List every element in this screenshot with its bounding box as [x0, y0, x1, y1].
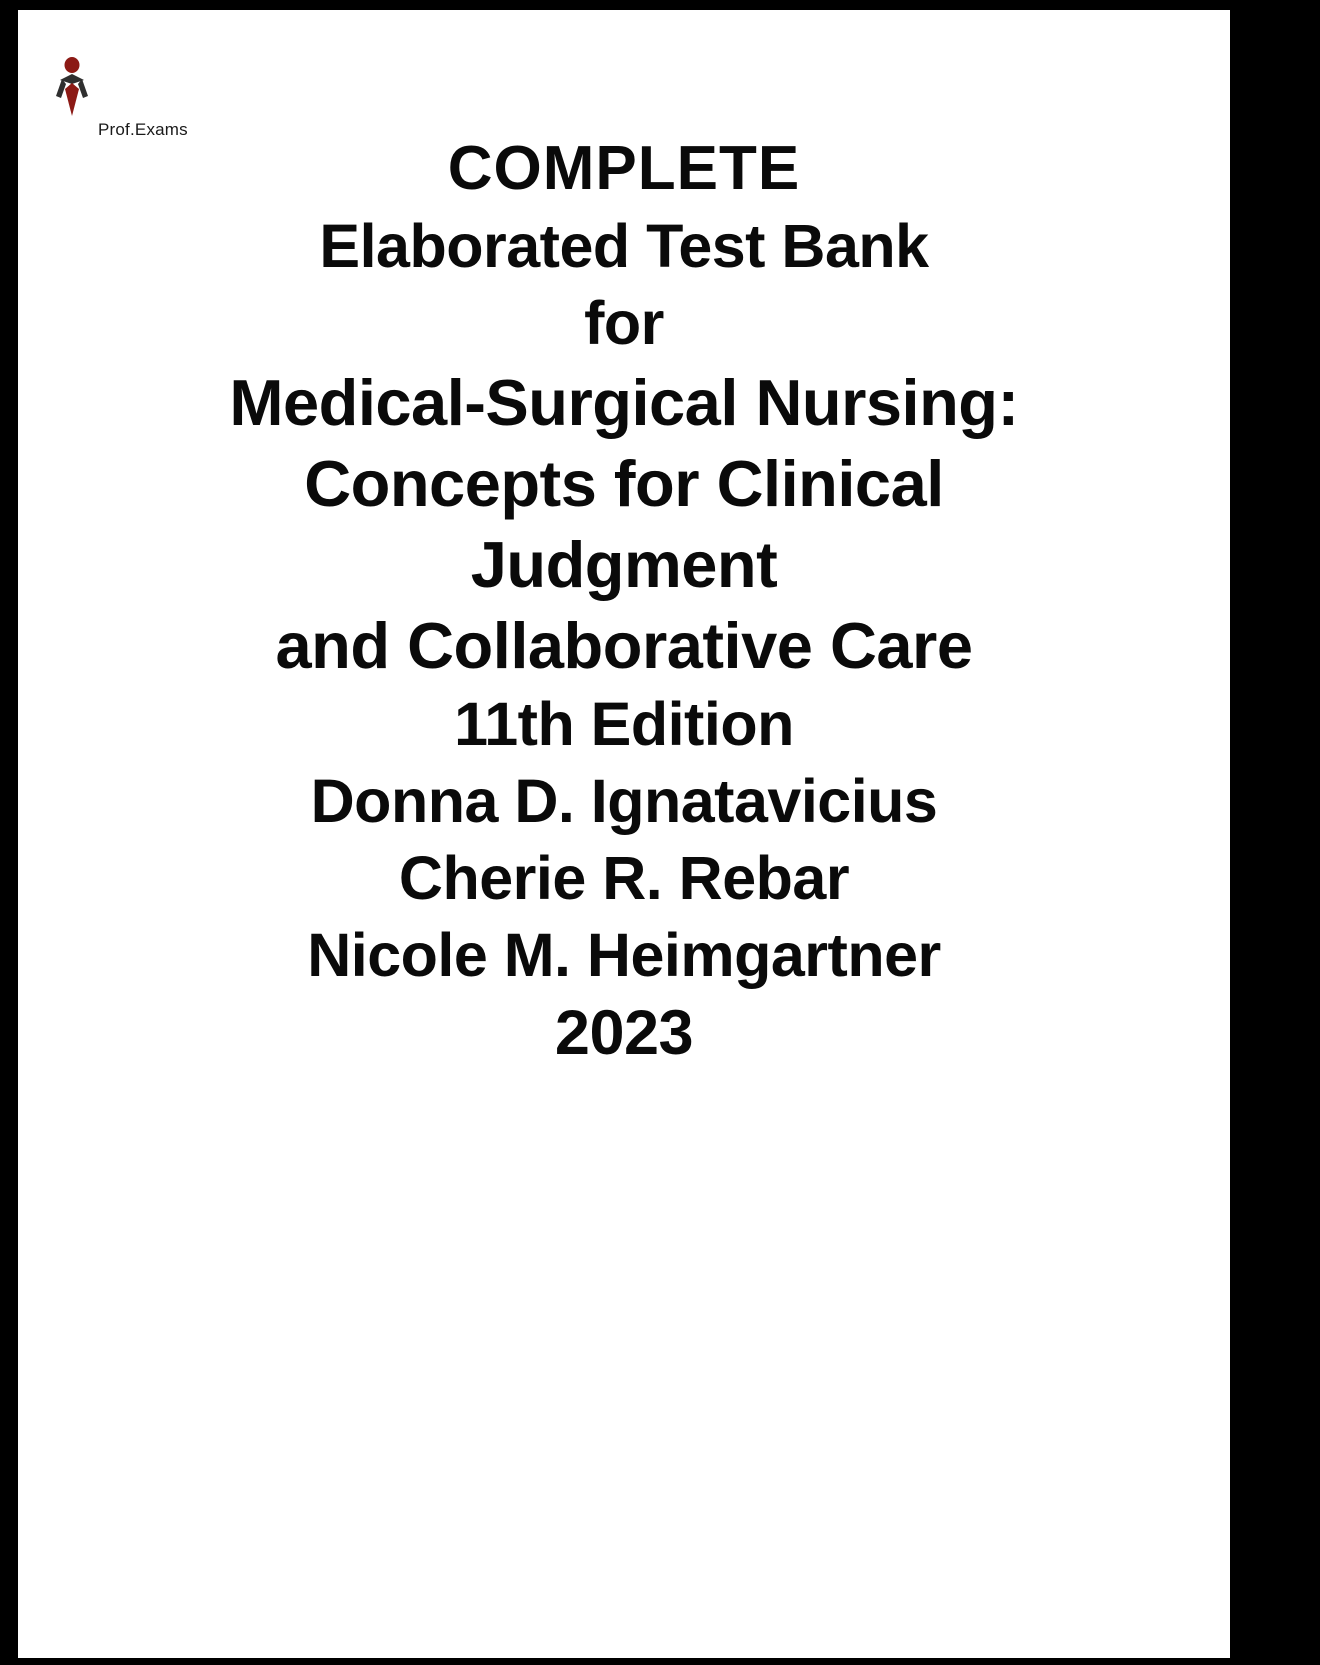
title-line-subject: Elaborated Test Bank [319, 212, 929, 280]
brand-logo-block [34, 56, 204, 146]
brand-caption: Prof.Exams [98, 120, 188, 139]
title-line-book-subtitle-1: Concepts for Clinical [304, 447, 944, 520]
document-page [18, 10, 1230, 1658]
title-line-book-subtitle-2: Judgment [470, 528, 778, 601]
title-line-edition: 11th Edition [454, 690, 794, 758]
title-line-book-subtitle-3: and Collaborative Care [275, 609, 973, 682]
title-line-book-title: Medical-Surgical Nursing: [229, 366, 1019, 439]
tie-figure-logo-icon [50, 56, 94, 118]
page-title-block [18, 134, 1230, 1068]
title-line-year: 2023 [554, 998, 694, 1068]
title-line-author-3: Nicole M. Heimgartner [307, 921, 941, 989]
title-line-for: for [584, 289, 664, 357]
title-line-author-1: Donna D. Ignatavicius [310, 767, 938, 835]
title-line-complete: COMPLETE [447, 134, 801, 203]
title-line-author-2: Cherie R. Rebar [398, 844, 850, 912]
